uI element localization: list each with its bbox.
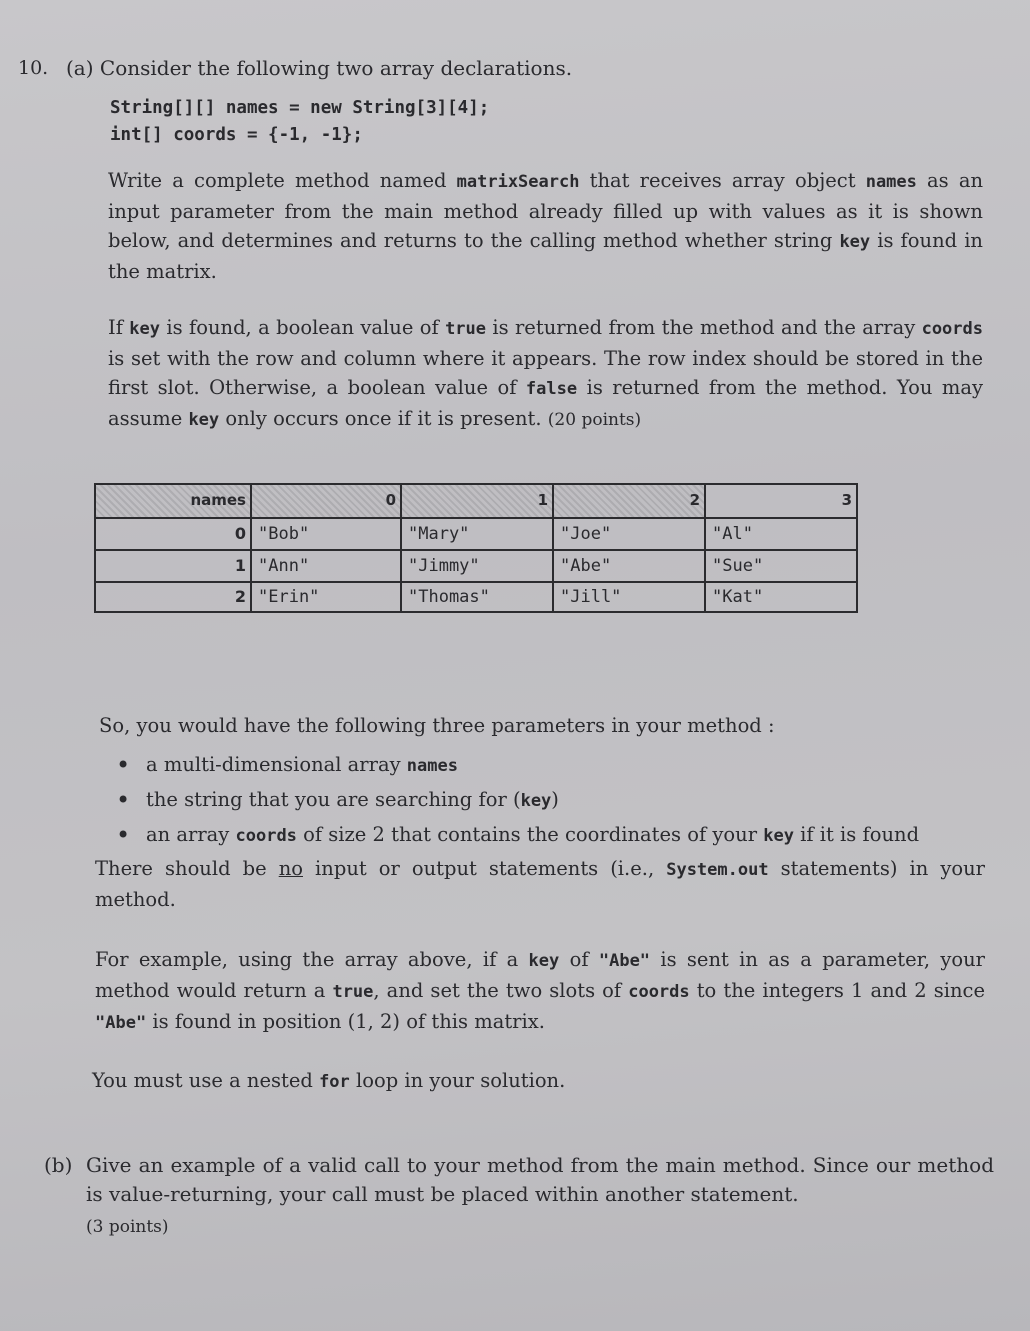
table-header-row: [96, 485, 856, 519]
table-cell: "Mary": [402, 519, 554, 549]
names-declaration: String[][] names = new String[3][4];: [110, 98, 490, 118]
table-row: [96, 551, 856, 583]
ex-text-5: to the integers 1 and 2 since: [689, 979, 985, 1002]
bullet-text: of size 2 that contains the coordinates of your: [296, 823, 764, 846]
false-code: false: [525, 379, 578, 399]
loop-note: [92, 1066, 972, 1097]
table-cell: "Joe": [554, 519, 706, 549]
p2-text-4: is set with the row and column where it appears. The row index should be stored in the first slot. Otherwise, a boolean value of: [108, 347, 983, 399]
names-matrix-table: [94, 483, 858, 613]
part-a-intro: Consider the following two array declarations.: [99, 56, 573, 80]
p2-text-5: is returned from the method. You may assume: [108, 376, 983, 430]
row-index: 2: [96, 583, 252, 611]
key-code: key: [839, 232, 871, 252]
example-paragraph: [95, 945, 985, 1038]
paragraph-return-description: [108, 313, 983, 435]
key-code: key: [763, 826, 794, 846]
true-code: true: [445, 319, 487, 339]
list-item: [116, 748, 986, 783]
row-index: 0: [96, 519, 252, 549]
key-code: key: [520, 791, 552, 811]
table-cell: "Jimmy": [402, 551, 554, 581]
names-code: names: [406, 756, 458, 776]
io-text-1: There should be: [95, 857, 279, 880]
system-out-code: System.out: [666, 860, 769, 880]
io-text-3: statements) in your method.: [95, 857, 985, 911]
loop-text-1: You must use a nested: [92, 1069, 320, 1092]
list-item: [116, 818, 986, 853]
part-a-label: (a): [66, 56, 94, 80]
part-a-heading: [66, 54, 572, 83]
bullet-text: the string that you are searching for (: [146, 788, 521, 811]
table-name-label: names: [96, 485, 252, 517]
names-code: names: [865, 172, 917, 192]
table-row: [96, 583, 856, 611]
coords-code: coords: [921, 319, 983, 339]
table-cell: "Bob": [252, 519, 402, 549]
params-intro: So, you would have the following three parameters in your method :: [99, 714, 775, 737]
no-underlined: no: [278, 857, 303, 880]
bullet-text: ): [551, 788, 559, 811]
p1-text-4: is found in the matrix.: [108, 229, 983, 283]
table-cell: "Sue": [712, 556, 764, 576]
coords-code: coords: [235, 826, 297, 846]
bullet-text: if it is found: [793, 823, 920, 846]
table-cell: "Erin": [252, 583, 402, 611]
table-cell: "Abe": [554, 551, 706, 581]
io-note: [95, 854, 985, 914]
part-b-label: (b): [44, 1153, 73, 1177]
true-code: true: [332, 982, 374, 1002]
ex-text-1: For example, using the array above, if a: [95, 948, 529, 971]
p2-text-2: is found, a boolean value of: [160, 316, 446, 339]
io-text-2: input or output statements (i.e.,: [303, 857, 667, 880]
bullet-text: a multi-dimensional array: [146, 753, 407, 776]
col-header: 2: [554, 485, 706, 517]
ex-text-6: is found in position (1, 2) of this matrix.: [146, 1010, 545, 1033]
ex-text-3: is sent in as a parameter, your method would return a: [95, 948, 985, 1002]
table-row: [96, 519, 856, 551]
part-b-points: (3 points): [86, 1217, 169, 1237]
paragraph-method-description: [108, 166, 983, 286]
table-cell: "Jill": [554, 583, 706, 611]
table-cell: "Thomas": [402, 583, 554, 611]
col-header: 3: [841, 491, 852, 509]
p2-text-3: is returned from the method and the array: [486, 316, 922, 339]
bullet-text: an array: [146, 823, 236, 846]
col-header: 0: [252, 485, 402, 517]
p2-text-6: only occurs once if it is present.: [219, 407, 548, 430]
loop-text-2: loop in your solution.: [349, 1069, 566, 1092]
params-list: [116, 748, 986, 853]
abe-code: "Abe": [95, 1013, 147, 1033]
row-index: 1: [96, 551, 252, 581]
p1-text-3: as an input parameter from the main method already filled up with values as it is shown below, and determines and returns to the calling method whether string: [108, 169, 984, 252]
method-name-code: matrixSearch: [456, 172, 580, 192]
abe-code: "Abe": [598, 951, 651, 971]
col-header: 1: [402, 485, 554, 517]
table-cell: "Kat": [712, 587, 764, 607]
ex-text-2: of: [559, 948, 599, 971]
table-cell: "Al": [712, 524, 753, 544]
p2-text-1: If: [108, 316, 130, 339]
list-item: [116, 783, 986, 818]
coords-declaration: int[] coords = {-1, -1};: [110, 125, 363, 145]
question-number: 10.: [18, 57, 49, 79]
for-code: for: [319, 1072, 350, 1092]
p1-text-2: that receives array object: [579, 169, 866, 192]
table-cell: "Ann": [252, 551, 402, 581]
key-code: key: [129, 319, 161, 339]
key-code: key: [528, 951, 560, 971]
coords-code: coords: [628, 982, 690, 1002]
part-b-text: Give an example of a valid call to your method from the main method. Since our method is value-returning, your call must be placed within another statement.: [86, 1153, 994, 1206]
p1-text-1: Write a complete method named: [108, 169, 457, 192]
key-code: key: [188, 410, 220, 430]
points-label: (20 points): [547, 410, 642, 430]
ex-text-4: , and set the two slots of: [373, 979, 629, 1002]
